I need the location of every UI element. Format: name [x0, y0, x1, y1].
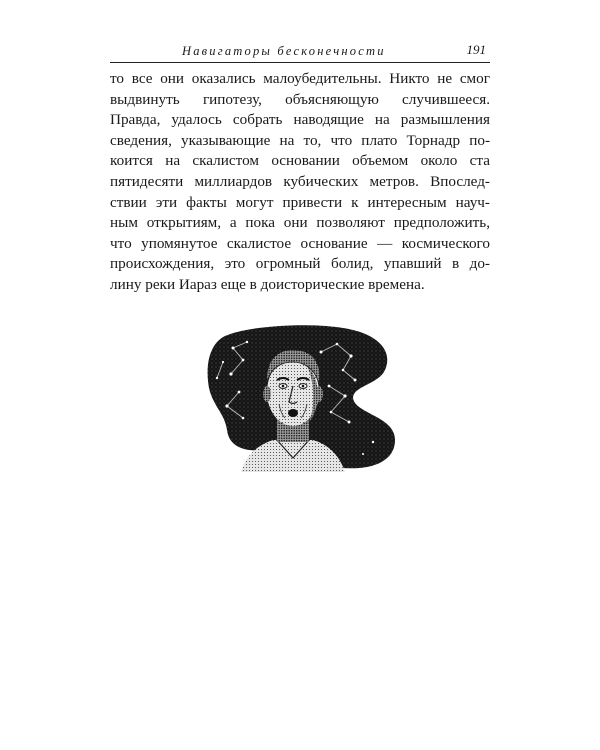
ear-right [315, 386, 323, 402]
text-line: пятидесяти миллиардов кубических метров. Впослед- [110, 172, 490, 190]
text-line: лину реки Иараз еще в доисторические времена. [110, 275, 425, 293]
text-line: ным открытиям, а пока они позволяют предположить, [110, 214, 490, 232]
running-head [110, 42, 490, 63]
text-line: то все они оказались малоубедительны. Никто не смог [110, 70, 490, 87]
page-number: 191 [466, 42, 486, 57]
text-line: происхождения, это огромный болид, упавший в до- [110, 255, 490, 273]
body-text [110, 69, 490, 296]
text-line: коится на скалистом основании объемом около ста [110, 152, 490, 170]
mouth [288, 409, 298, 417]
text-line: ствии эти факты могут привести к интересным науч- [110, 193, 490, 211]
text-line: выдвинуть гипотезу, объясняющую случившееся. [110, 90, 490, 108]
ear-left [263, 386, 271, 402]
illustration-face-among-stars [203, 322, 399, 472]
running-title: Навигаторы бесконечности [182, 44, 386, 58]
text-line: что упомянутое скалистое основание — космического [110, 234, 490, 252]
text-line: сведения, указывающие на то, что плато Торнадр по- [110, 131, 490, 149]
text-line: Правда, удалось собрать наводящие на размышления [110, 111, 490, 129]
